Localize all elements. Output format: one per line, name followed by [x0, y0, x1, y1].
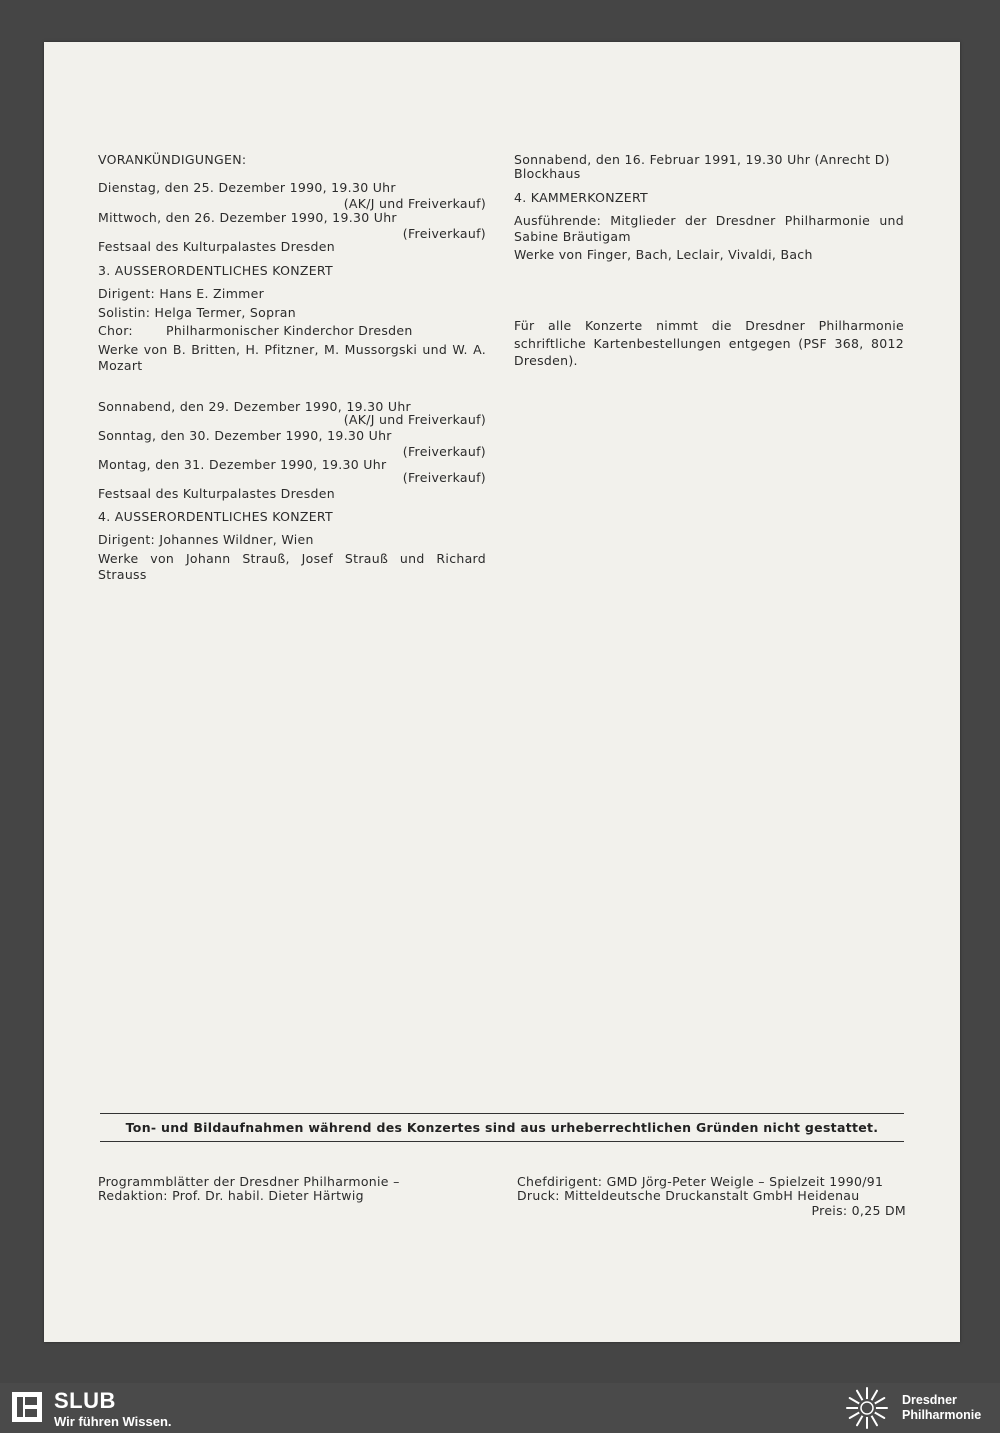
chamber-performers: Ausführende: Mitglieder der Dresdner Philharmonie und Sabine Bräutigam: [514, 213, 904, 244]
concert4-venue: Festsaal des Kulturpalastes Dresden: [98, 486, 335, 501]
notice-rule-bottom: [100, 1141, 904, 1142]
chamber-date: Sonnabend, den 16. Februar 1991, 19.30 Uhr (Anrecht D): [514, 152, 890, 167]
concert4-conductor: Dirigent: Johannes Wildner, Wien: [98, 532, 314, 547]
concert3-conductor: Dirigent: Hans E. Zimmer: [98, 286, 265, 301]
concert3-sale-2: (Freiverkauf): [402, 226, 486, 241]
document-page: [44, 42, 960, 1342]
concert3-date-1: Dienstag, den 25. Dezember 1990, 19.30 Uhr: [98, 180, 396, 195]
concert4-works: Werke von Johann Strauß, Josef Strauß und Richard Strauss: [98, 551, 486, 582]
colophon-printer: Druck: Mitteldeutsche Druckanstalt GmbH Heidenau: [517, 1188, 860, 1203]
concert3-soloist: Solistin: Helga Termer, Sopran: [98, 305, 296, 320]
concert4-sale-2: (Freiverkauf): [402, 444, 486, 459]
concert4-date-3: Montag, den 31. Dezember 1990, 19.30 Uhr: [98, 457, 387, 472]
philharmonie-logo-icon: [842, 1385, 892, 1431]
concert4-title: 4. AUSSERORDENTLICHES KONZERT: [98, 509, 333, 524]
chamber-title: 4. KAMMERKONZERT: [514, 190, 648, 205]
concert4-date-2: Sonntag, den 30. Dezember 1990, 19.30 Uhr: [98, 428, 392, 443]
chamber-works: Werke von Finger, Bach, Leclair, Vivaldi, Bach: [514, 247, 813, 262]
philharmonie-name: [902, 1393, 981, 1423]
concert3-works: Werke von B. Britten, H. Pfitzner, M. Mussorgski und W. A. Mozart: [98, 342, 486, 373]
colophon-conductor: Chefdirigent: GMD Jörg-Peter Weigle – Spielzeit 1990/91: [517, 1174, 884, 1189]
colophon-publisher: Programmblätter der Dresdner Philharmonie –: [98, 1174, 400, 1189]
ticket-info: Für alle Konzerte nimmt die Dresdner Philharmonie schriftliche Kartenbestellungen entgegen (PSF 368, 8012 Dresden).: [514, 318, 904, 368]
concert4-sale-1: (AK/J und Freiverkauf): [343, 412, 486, 427]
concert3-date-2: Mittwoch, den 26. Dezember 1990, 19.30 Uhr: [98, 210, 397, 225]
slub-name: SLUB: [54, 1388, 116, 1413]
concert3-sale-1: (AK/J und Freiverkauf): [343, 196, 486, 211]
slub-tagline: Wir führen Wissen.: [54, 1414, 172, 1429]
concert4-date-1: Sonnabend, den 29. Dezember 1990, 19.30 Uhr: [98, 399, 411, 414]
chamber-venue: Blockhaus: [514, 166, 581, 181]
notice-rule-top: [100, 1113, 904, 1114]
announcements-heading: VORANKÜNDIGUNGEN:: [98, 152, 247, 167]
colophon-price: Preis: 0,25 DM: [811, 1203, 906, 1218]
concert3-title: 3. AUSSERORDENTLICHES KONZERT: [98, 263, 333, 278]
philharmonie-name-line2: Philharmonie: [902, 1408, 982, 1422]
footer-bar: [0, 1383, 1000, 1433]
concert3-choir: Philharmonischer Kinderchor Dresden: [166, 323, 413, 338]
concert4-sale-3: (Freiverkauf): [402, 470, 486, 485]
philharmonie-name-line1: Dresdner: [902, 1393, 957, 1407]
recording-notice: Ton- und Bildaufnahmen während des Konzertes sind aus urheberrechtlichen Gründen nicht gestattet.: [125, 1120, 879, 1135]
concert3-venue: Festsaal des Kulturpalastes Dresden: [98, 239, 335, 254]
colophon-editor: Redaktion: Prof. Dr. habil. Dieter Härtwig: [98, 1188, 364, 1203]
slub-logo-icon: [12, 1392, 42, 1422]
concert3-choir-label: Chor:: [98, 323, 133, 338]
